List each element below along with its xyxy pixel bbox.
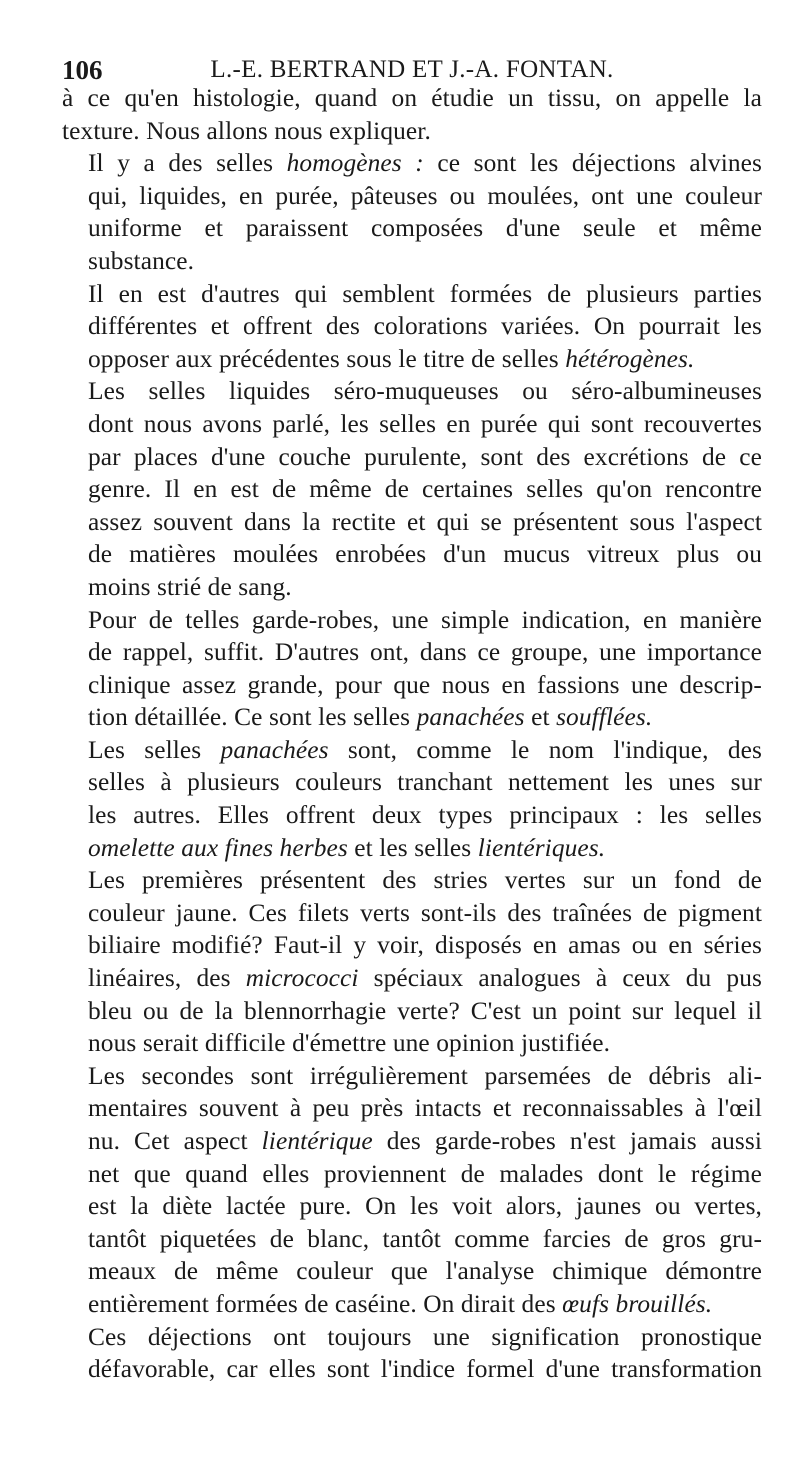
text-line: texture. Nous allons nous expliquer. [62, 116, 431, 145]
page-number: 106 [62, 55, 103, 85]
text-line: moins strié de sang. [88, 572, 292, 601]
italic-term: lientériques. [477, 833, 606, 862]
italic-term: panachées [416, 703, 525, 732]
text-line: assez souvent dans la rectite et qui se présentent sous l'aspect [88, 507, 762, 536]
italic-term: panachées [220, 735, 329, 764]
paragraph [62, 278, 762, 376]
text-line: Les selles panachées sont, comme le nom l'indique, des [88, 735, 762, 764]
paragraph [62, 604, 762, 734]
text-line: opposer aux précédentes sous le titre de selles hétérogènes. [88, 344, 695, 373]
italic-term: soufflées. [556, 703, 653, 732]
text-line: Les selles liquides séro-muqueuses ou séro-albumineuses [88, 377, 762, 406]
text-line: bleu ou de la blennorrhagie verte? C'est un point sur lequel il [88, 996, 762, 1025]
text-line: genre. Il en est de même de certaines selles qu'on rencontre [88, 475, 762, 504]
italic-term: œufs brouillés. [562, 1289, 713, 1318]
text-line: couleur jaune. Ces filets verts sont-ils des traînées de pigment [88, 898, 762, 927]
text-line: selles à plusieurs couleurs tranchant nettement les unes sur [88, 768, 762, 797]
text-line: tion détaillée. Ce sont les selles panachées et soufflées. [88, 703, 653, 732]
text-line: qui, liquides, en purée, pâteuses ou moulées, ont une couleur [88, 181, 762, 210]
text-line: différentes et offrent des colorations variées. On pourrait les [88, 312, 762, 341]
paragraph [62, 375, 762, 603]
text-line: de rappel, suffit. D'autres ont, dans ce groupe, une importance [88, 638, 762, 667]
paragraph [62, 864, 762, 1060]
text-line: substance. [88, 246, 195, 275]
italic-term: micrococci [245, 964, 359, 993]
text-line: Les premières présentent des stries vertes sur un fond de [88, 866, 762, 895]
text-line: Il en est d'autres qui semblent formées de plusieurs parties [88, 279, 762, 308]
italic-term: homogènes : [286, 149, 424, 178]
text-line: les autres. Elles offrent deux types principaux : les selles [88, 801, 762, 830]
text-line: Pour de telles garde-robes, une simple indication, en manière [88, 605, 762, 634]
paragraph [62, 1060, 762, 1321]
text-line: uniforme et paraissent composées d'une seule et même [88, 214, 762, 243]
text-line: par places d'une couche purulente, sont des excrétions de ce [88, 442, 762, 471]
text-line: Il y a des selles homogènes : ce sont les déjections alvines [88, 149, 762, 178]
text-line: Les secondes sont irrégulièrement parsemées de débris ali- [88, 1061, 762, 1090]
text-line: meaux de même couleur que l'analyse chimique démontre [88, 1257, 762, 1286]
text-line: linéaires, des micrococci spéciaux analogues à ceux du pus [88, 964, 762, 993]
italic-term: lientérique [261, 1127, 373, 1155]
text-line: biliaire modifié? Faut-il y voir, disposés en amas ou en séries [88, 931, 762, 960]
text-line: de matières moulées enrobées d'un mucus vitreux plus ou [88, 540, 762, 569]
text-line: clinique assez grande, pour que nous en fassions une descrip- [88, 670, 762, 699]
text-line: défavorable, car elles sont l'indice formel d'une transformation [88, 1355, 762, 1384]
text-line: dont nous avons parlé, les selles en purée qui sont recouvertes [88, 409, 762, 438]
text-line: omelette aux fines herbes et les selles lientériques. [88, 833, 606, 862]
paragraph [62, 82, 762, 147]
paragraph [62, 734, 762, 864]
text-line: tantôt piquetées de blanc, tantôt comme farcies de gros gru- [88, 1224, 762, 1253]
paragraph [62, 1321, 762, 1386]
italic-term: omelette aux fines herbes [88, 833, 348, 862]
body-text [62, 82, 762, 1386]
paragraph [62, 147, 762, 277]
text-line: nous serait difficile d'émettre une opinion justifiée. [88, 1029, 611, 1058]
text-line: net que quand elles proviennent de malades dont le régime [88, 1159, 762, 1188]
text-line: entièrement formées de caséine. On dirait des œufs brouillés. [88, 1289, 713, 1318]
text-line: est la diète lactée pure. On les voit alors, jaunes ou vertes, [88, 1192, 762, 1221]
text-line: à ce qu'en histologie, quand on étudie un tissu, on appelle la [62, 84, 762, 112]
italic-term: hétérogènes. [565, 344, 695, 373]
running-title: L.-E. BERTRAND ET J.-A. FONTAN. [210, 56, 614, 83]
text-line: mentaires souvent à peu près intacts et reconnaissables à l'œil [88, 1094, 762, 1123]
text-line: Ces déjections ont toujours une signification pronostique [88, 1322, 762, 1351]
text-line: nu. Cet aspect lientérique des garde-robes n'est jamais aussi [88, 1127, 762, 1155]
